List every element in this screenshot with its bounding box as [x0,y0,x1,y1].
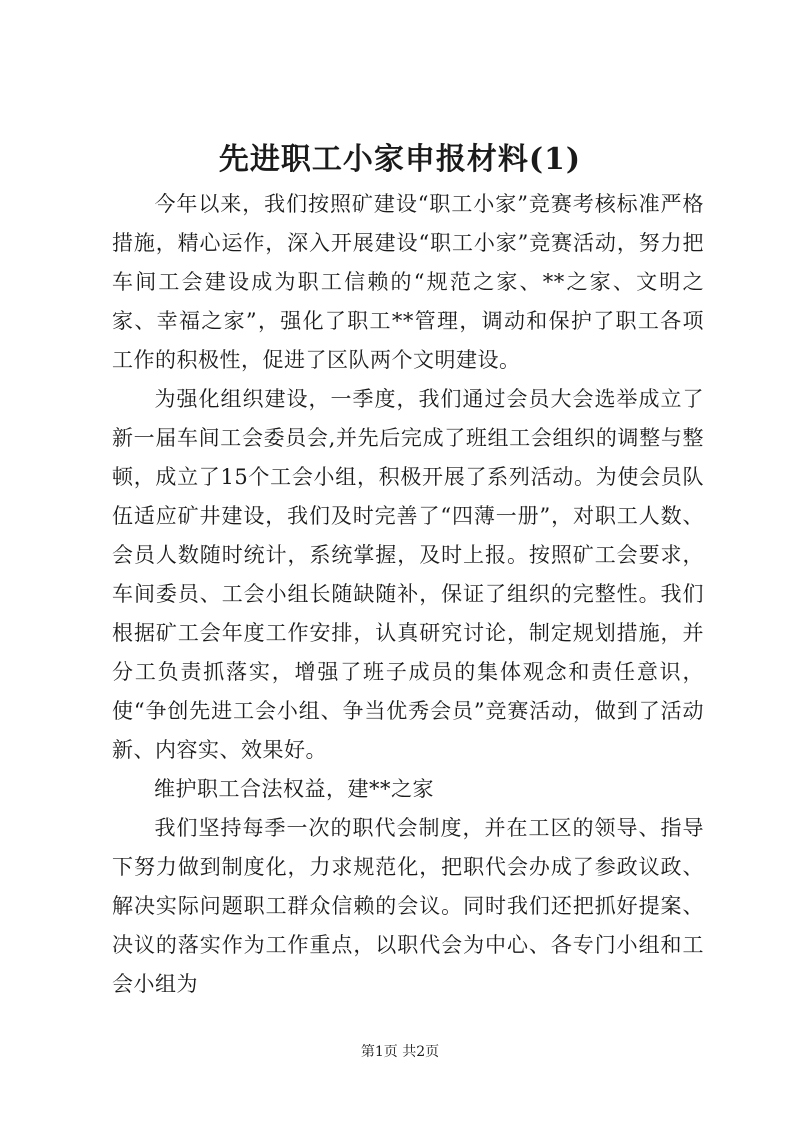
paragraph-intro [112,185,704,380]
section-heading [112,770,704,809]
paragraph-organization [112,380,704,770]
paragraph-congress [112,809,704,1004]
paragraph-congress-text: 我们坚持每季一次的职代会制度，并在工区的领导、指导下努力做到制度化，力求规范化，把职代会办成了参政议政、解决实际问题职工群众信赖的会议。同时我们还把抓好提案、决议的落实作为工作重点，以职代会为中心、各专门小组和工会小组为 [112,816,704,996]
document-title: 先进职工小家申报材料(1) [218,142,582,177]
paragraph-organization-text: 为强化组织建设，一季度，我们通过会员大会选举成立了新一届车间工会委员会,并先后完成了班组工会组织的调整与整顿，成立了15个工会小组，积极开展了系列活动。为使会员队伍适应矿井建设，我们及时完善了“四薄一册”，对职工人数、会员人数随时统计，系统掌握，及时上报。按照矿工会要求，车间委员、工会小组长随缺随补，保证了组织的完整性。我们根据矿工会年度工作安排，认真研究讨论，制定规划措施，并分工负责抓落实，增强了班子成员的集体观念和责任意识，使“争创先进工会小组、争当优秀会员”竞赛活动，做到了活动新、内容实、效果好。 [112,387,704,762]
paragraph-intro-text: 今年以来，我们按照矿建设“职工小家”竞赛考核标准严格措施，精心运作，深入开展建设“职工小家”竞赛活动，努力把车间工会建设成为职工信赖的“规范之家、**之家、文明之家、幸福之家”，强化了职工**管理，调动和保护了职工各项工作的积极性，促进了区队两个文明建设。 [112,192,704,372]
page-footer: 第1页 共2页 [360,1044,440,1060]
document-body [112,185,704,1004]
section-heading-text: 维护职工合法权益，建**之家 [154,777,434,801]
